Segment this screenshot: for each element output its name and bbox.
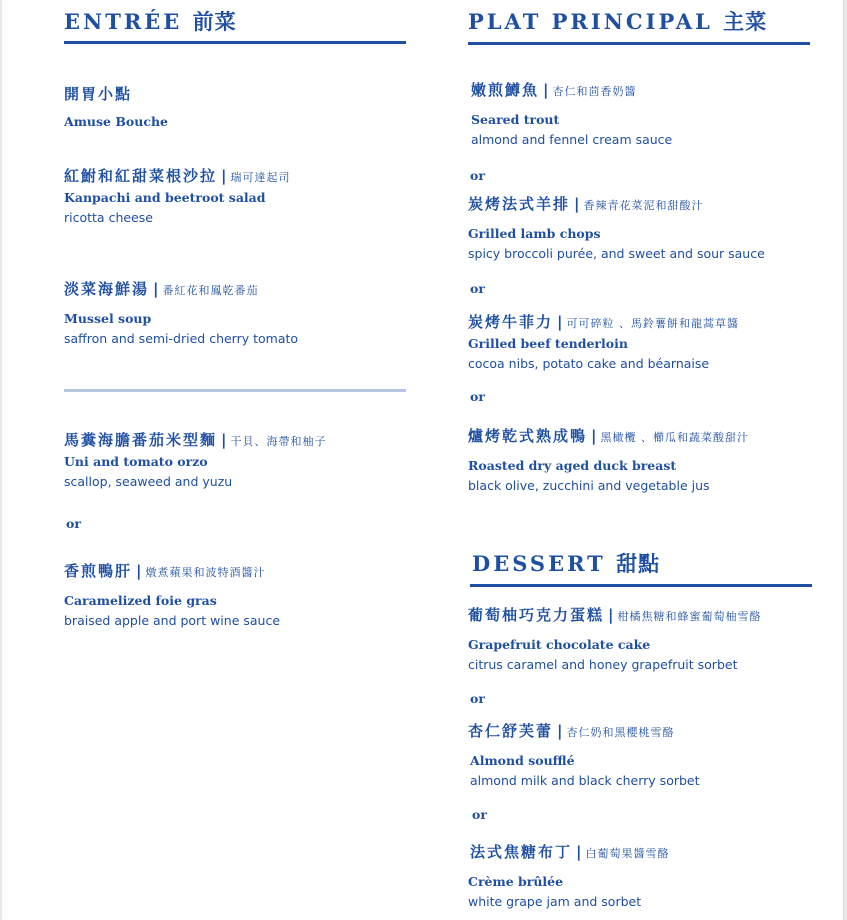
or-label: or bbox=[472, 807, 487, 822]
separator: | bbox=[608, 606, 614, 624]
dessert-title-rule bbox=[470, 584, 812, 587]
dish-sub-zh: 干貝、海帶和柚子 bbox=[230, 435, 327, 448]
dish-name-en: Kanpachi and beetroot salad bbox=[64, 190, 266, 205]
dish-sub-zh: 黑橄欖 、櫛瓜和蔬菜酸甜汁 bbox=[600, 431, 749, 444]
entree-item bbox=[64, 84, 408, 132]
dish-name-zh: 法式焦糖布丁 bbox=[470, 843, 573, 861]
dish-desc-en: scallop, seaweed and yuzu bbox=[64, 474, 233, 489]
separator: | bbox=[221, 431, 227, 449]
main-item bbox=[471, 80, 815, 150]
separator: | bbox=[576, 843, 582, 861]
dish-name-en: Roasted dry aged duck breast bbox=[468, 458, 677, 473]
dish-name-en: Uni and tomato orzo bbox=[64, 454, 208, 469]
main-title-zh: 主菜 bbox=[723, 10, 768, 34]
or-label: or bbox=[66, 516, 81, 531]
dish-desc-en: white grape jam and sorbet bbox=[468, 894, 642, 909]
dish-sub-zh: 可可碎粒 、馬鈴薯餅和龍蒿草醬 bbox=[566, 317, 739, 330]
main-item bbox=[468, 426, 812, 496]
dish-desc-en: ricotta cheese bbox=[64, 210, 153, 225]
dish-desc-en: almond milk and black cherry sorbet bbox=[470, 773, 700, 788]
main-item bbox=[468, 312, 812, 374]
separator: | bbox=[574, 195, 580, 213]
entree-item bbox=[64, 279, 408, 349]
dish-name-zh: 杏仁舒芙蕾 bbox=[468, 722, 554, 740]
dessert-item bbox=[468, 605, 812, 675]
dish-name-zh: 葡萄柚巧克力蛋糕 bbox=[468, 606, 605, 624]
separator: | bbox=[221, 167, 227, 185]
menu-page bbox=[2, 0, 844, 920]
entree-item bbox=[64, 430, 408, 492]
dish-desc-en: black olive, zucchini and vegetable jus bbox=[468, 478, 710, 493]
separator: | bbox=[153, 280, 159, 298]
separator: | bbox=[136, 562, 142, 580]
dish-name-en: Seared trout bbox=[471, 112, 560, 127]
separator: | bbox=[543, 81, 549, 99]
entree-divider bbox=[64, 389, 406, 392]
dish-desc-en: citrus caramel and honey grapefruit sorbet bbox=[468, 657, 738, 672]
dish-sub-zh: 香辣青花菜泥和甜酸汁 bbox=[583, 199, 704, 212]
dish-sub-zh: 番紅花和鳳乾番茄 bbox=[162, 284, 259, 297]
separator: | bbox=[557, 722, 563, 740]
or-label: or bbox=[470, 281, 485, 296]
main-title-en: PLAT PRINCIPAL bbox=[468, 9, 713, 34]
dish-sub-zh: 杏仁和茴香奶醬 bbox=[552, 85, 637, 98]
entree-item bbox=[64, 561, 408, 631]
dish-name-zh: 馬糞海膽番茄米型麵 bbox=[64, 431, 218, 449]
dish-name-en: Caramelized foie gras bbox=[64, 593, 217, 608]
or-label: or bbox=[470, 168, 485, 183]
entree-item bbox=[64, 166, 408, 228]
dish-desc-en: cocoa nibs, potato cake and béarnaise bbox=[468, 356, 710, 371]
dessert-title-zh: 甜點 bbox=[616, 552, 661, 576]
entree-title-rule bbox=[64, 41, 406, 44]
separator: | bbox=[557, 313, 563, 331]
main-title-rule bbox=[468, 42, 810, 45]
entree-title bbox=[64, 6, 237, 36]
or-label: or bbox=[470, 389, 485, 404]
dish-name-en: Grilled beef tenderloin bbox=[468, 336, 628, 351]
dish-name-en: Grilled lamb chops bbox=[468, 226, 601, 241]
dessert-title bbox=[472, 548, 660, 578]
dessert-item bbox=[468, 721, 812, 791]
separator: | bbox=[591, 427, 597, 445]
dish-name-en: Amuse Bouche bbox=[64, 114, 168, 129]
dish-name-zh: 炭烤法式羊排 bbox=[468, 195, 571, 213]
dish-sub-zh: 杏仁奶和黑櫻桃雪酪 bbox=[566, 726, 675, 739]
dish-name-zh: 紅鮒和紅甜菜根沙拉 bbox=[64, 167, 218, 185]
dish-name-zh: 炭烤牛菲力 bbox=[468, 313, 554, 331]
dish-name-zh: 開胃小點 bbox=[64, 85, 133, 103]
dish-desc-en: spicy broccoli purée, and sweet and sour sauce bbox=[468, 246, 765, 261]
dish-sub-zh: 瑞可達起司 bbox=[230, 171, 291, 184]
dish-name-zh: 淡菜海鮮湯 bbox=[64, 280, 150, 298]
dessert-title-en: DESSERT bbox=[472, 551, 606, 576]
dish-desc-en: braised apple and port wine sauce bbox=[64, 613, 281, 628]
dish-name-zh: 嫩煎鱒魚 bbox=[471, 81, 540, 99]
main-item bbox=[468, 194, 812, 264]
dish-name-zh: 爐烤乾式熟成鴨 bbox=[468, 427, 588, 445]
dish-sub-zh: 白葡萄果醬雪酪 bbox=[585, 847, 670, 860]
dish-desc-en: saffron and semi-dried cherry tomato bbox=[64, 331, 299, 346]
dish-name-en: Grapefruit chocolate cake bbox=[468, 637, 651, 652]
dessert-item bbox=[470, 842, 814, 912]
dish-sub-zh: 燉煮蘋果和波特酒醬汁 bbox=[145, 566, 266, 579]
main-title bbox=[468, 6, 767, 36]
entree-title-zh: 前菜 bbox=[192, 10, 237, 34]
dish-name-en: Mussel soup bbox=[64, 311, 152, 326]
dish-sub-zh: 柑橘焦糖和蜂蜜葡萄柚雪酪 bbox=[617, 610, 762, 623]
dish-desc-en: almond and fennel cream sauce bbox=[471, 132, 673, 147]
dish-name-zh: 香煎鴨肝 bbox=[64, 562, 133, 580]
or-label: or bbox=[470, 691, 485, 706]
entree-title-en: ENTRÉE bbox=[64, 9, 183, 34]
dish-name-en: Crème brûlée bbox=[468, 874, 564, 889]
dish-name-en: Almond soufflé bbox=[470, 753, 575, 768]
